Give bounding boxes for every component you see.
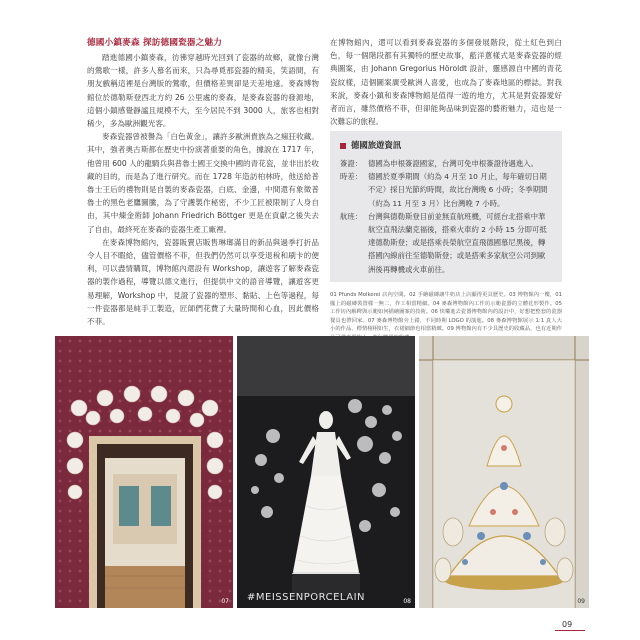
photo-number-08: 08 xyxy=(403,598,411,605)
article-paragraph-2: 麥森瓷器曾被譽為「白色黃金」，讓許多歐洲貴族為之瘋狂收藏。其中，強者奧古斯都在歷史中扮演著重要的角色，據說在 1717 年，他曾用 600 人的龍騎兵與普魯士國王交換中國的青花瓷，並非出於收藏的目的，而是為了進行研究。而在 1728 年造訪柏林時，他送給普魯士王后的禮物則是自製的麥森瓷器，白底、金邊，中間還有象徵普魯士的黑色老鷹圖騰，為了守護製作秘密，不少工匠被限制了人身自由，其中煉金術師 Johann Friedrich Böttger 更是在貢獻之後失去了自由，最終死在麥森的瓷器生產工廠裡。 xyxy=(87,132,319,234)
travel-info-title-text: 德國旅遊資訊 xyxy=(351,140,402,150)
info-label-flights: 航班： xyxy=(340,211,363,221)
logo-wall-illustration xyxy=(55,336,233,608)
photo-captions: 01 Pfunds Molkerei 店內空間。02 手繪磁磚讓牛奶店上店顯得更具歷史。03 博物館內一樓，01 擺上的磁磚裝置樣一無二，作工相當精細。04 麥森博物館內工作坊示範瓷器的立體花形製作。05 工作坊內解釋與示範如何描繪圖案的技術。06 快樂進去瓷器博物館內的設計中，好想把整套的瓷器餐具也帶回家。07 麥森博物館旁上錯，不同時期 LOGO 的演進。08 麥森博物館展示 1:1 真人大小的作品，標情栩栩如生，衣裙細節也相當精緻。09 博物館內有不少具歷史的收藏品，也有近期作 xyxy=(330,292,562,333)
article-paragraph-1: 踏進德國小鎮麥森，彷彿穿越時光回到了瓷器的故鄉，就像台灣的鶯歌一樣，許多人慕名而來，只為尋覓那瓷器的精美，笑語間，有朋友戲稱這裡是台灣版的鶯歌，但價格差異卻是天差地遠。麥森博物館位於德勒斯登西北方約 26 公里處的麥森，是麥森瓷器的發源地，這個小鎮感覺靜謐且規模不大，至今居民不到 3000 人，旅客也相對稀少，多為歐洲觀光客。 xyxy=(87,53,319,129)
page-number: 09 xyxy=(562,620,573,629)
info-label-timezone: 時差： xyxy=(340,172,363,182)
photo-porcelain-figure xyxy=(237,336,415,608)
travel-info-title xyxy=(340,139,552,152)
article-paragraph-4-visible xyxy=(330,36,562,128)
photo-centerpiece xyxy=(419,336,589,608)
info-row-visa xyxy=(340,157,552,170)
info-text-flights: 台灣與德勒斯登目前並無直航班機，可經台北搭乘中華航空直飛法蘭克福後，搭乘火車約 2 小時 15 分即可抵達德勒斯登；或是搭乘長榮航空直飛德國慕尼黑後，轉搭國內線前往至德勒斯登；或是搭乘多家航空公司到歐洲後再轉機或火車前往。 xyxy=(368,211,547,274)
square-bullet-icon xyxy=(340,143,346,149)
photo-number-07: 07 xyxy=(221,598,229,605)
meissen-banner-text: #MEISSENPORCELAIN xyxy=(247,592,365,603)
info-label-visa: 簽證： xyxy=(340,159,363,168)
info-text-visa: 德國為申根簽證國家，台灣可免申根簽證待遇進入。 xyxy=(368,159,538,168)
article-paragraph-4-text: 在博物館內，還可以看到麥森瓷器的多個發展階段，從土紅色到白色，每一個階段都有其獨特的歷史故事，藍洋蔥樣式是麥森瓷器的經典圖案，由 Johann Gregorius Höroldt 設計，靈感源自中國的青花瓷紋樣，這個圖案廣受歐洲人喜愛，也成為了麥森地區的標誌。對我來說，麥森小鎮和麥森博物館是值得一遊的地方，尤其是對瓷器愛好者而言，雖然價格不菲，但卻能夠品味到瓷器的藝術魅力，這也是一次難忘的旅程。 xyxy=(330,38,562,127)
page-rule xyxy=(555,630,585,631)
article-title: 德國小鎮麥森 探訪德國瓷器之魅力 xyxy=(87,38,223,48)
porcelain-figure-illustration xyxy=(237,336,415,608)
info-text-timezone: 德國於夏季期間（約為 4 月至 10 月止，每年確切日期不定）採日光節約時間，故比台灣晚 6 小時；冬季期間（約為 11 月至 3 月）比台灣晚 7 小時。 xyxy=(368,172,548,208)
article-paragraph-3: 在麥森博物館內，瓷器販賣店販售琳瑯滿目的新品與過季打折品令人目不暇給，儘管價格不菲，但我們仍然可以享受退稅和刷卡的便利，可以盡情購買，博物館內還設有 Workshop，讓遊客了解麥森瓷器的製作過程，導覽以德文進行，但提供中文的語音導覽，讓遊客更易理解，Workshop 中，見證了瓷器的塑形、黏貼、上色等過程，每一件瓷器都是純手工製造，匠師們花費了大量時間和心血，因此價格不菲。 xyxy=(87,237,319,327)
article-left-column xyxy=(87,36,319,328)
info-row-timezone xyxy=(340,170,552,210)
centerpiece-illustration xyxy=(419,336,589,608)
travel-info-box xyxy=(330,131,562,282)
photo-logo-wall xyxy=(55,336,233,608)
info-row-flights xyxy=(340,210,552,276)
photo-number-09: 09 xyxy=(577,598,585,605)
